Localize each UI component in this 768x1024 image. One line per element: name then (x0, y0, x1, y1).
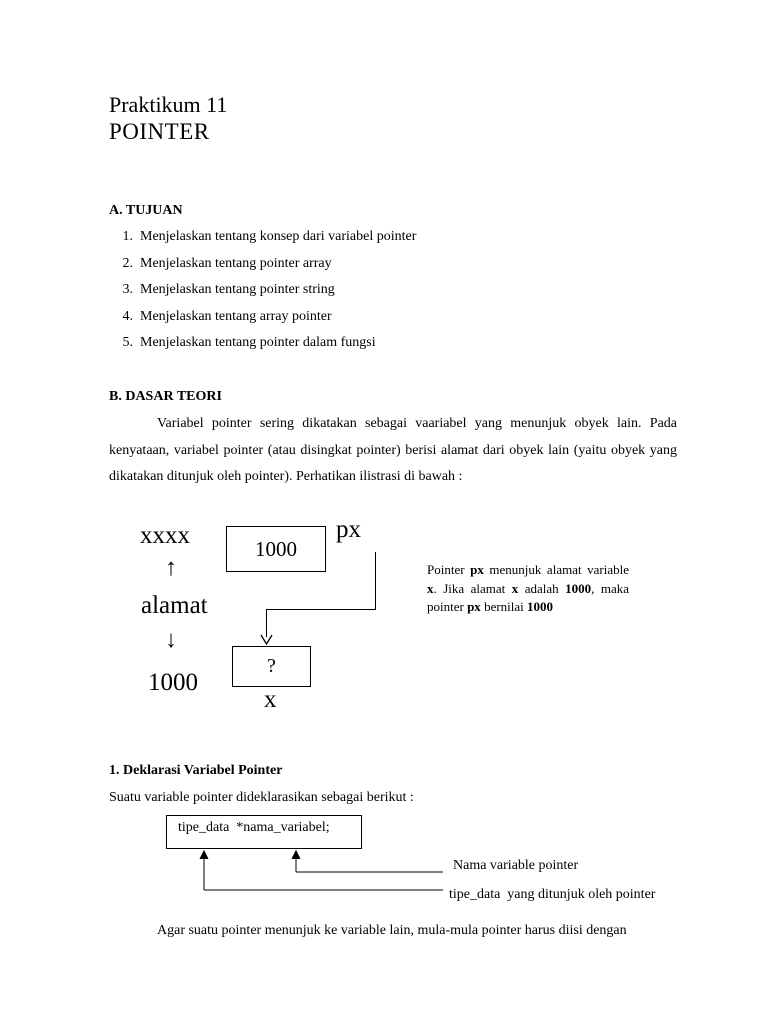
tujuan-list (109, 229, 416, 362)
list-item-text: Menjelaskan tentang pointer dalam fungsi (140, 335, 376, 351)
arrowhead-icon (260, 634, 273, 646)
note-bold: x (427, 580, 434, 596)
note-text: menunjuk alamat variable (483, 562, 629, 577)
list-item (109, 335, 416, 362)
list-item (109, 309, 416, 336)
list-item-number: 3. (122, 282, 133, 298)
list-item-number: 1. (122, 229, 133, 244)
deklarasi-intro: Suatu variable pointer dideklarasikan sebagai berikut : (109, 790, 414, 805)
note-text: bernilai (480, 599, 528, 614)
list-item-text: Menjelaskan tentang pointer array (140, 255, 332, 271)
label-tipe-data: tipe_data yang ditunjuk oleh pointer (449, 887, 656, 902)
diagram-label-alamat: alamat (141, 592, 208, 619)
title-line1: Praktikum 11 (109, 92, 228, 117)
title-line2: POINTER (109, 119, 210, 144)
annotation-arrows (198, 848, 448, 894)
section-heading-dasar-teori: B. DASAR TEORI (109, 389, 222, 404)
note-text: . Jika alamat (433, 580, 512, 596)
connector-line (266, 609, 376, 610)
note-bold: px (467, 599, 481, 614)
list-item-text: Menjelaskan tentang array pointer (140, 308, 332, 324)
list-item-text: Menjelaskan tentang pointer string (140, 282, 335, 298)
arrow-down-icon: ↓ (165, 627, 177, 653)
list-item (109, 229, 416, 256)
note-text: adalah (518, 580, 566, 596)
list-item (109, 282, 416, 309)
subsection-heading-deklarasi: 1. Deklarasi Variabel Pointer (109, 763, 283, 778)
note-bold: 1000 (565, 580, 592, 596)
arrow-up-icon: ↑ (165, 555, 177, 581)
list-item-text: Menjelaskan tentang konsep dari variabel pointer (140, 229, 417, 244)
note-bold: x (511, 580, 519, 596)
code-declaration: tipe_data *nama_variabel; (178, 820, 330, 835)
variable-x-value: ? (267, 655, 276, 677)
pointer-px-value: 1000 (255, 536, 297, 561)
dasar-teori-paragraph: Variabel pointer sering dikatakan sebagai vaariabel yang menunjuk obyek lain. Pada kenyataan, variabel pointer (atau disingkat pointer) berisi alamat dari obyek lain (yaitu obyek yang dikatakan ditunjuk oleh pointer). Perhatikan ilistrasi di bawah : (109, 416, 677, 484)
note-text: Pointer (427, 562, 471, 577)
connector-line (266, 609, 267, 637)
pointer-px-box (226, 526, 326, 572)
label-nama-variable: Nama variable pointer (453, 858, 579, 873)
code-box (166, 815, 362, 849)
list-item-number: 4. (122, 308, 133, 324)
note-bold: px (470, 562, 484, 577)
variable-x-box (232, 646, 311, 687)
diagram-label-address: 1000 (148, 669, 198, 696)
diagram-label-x: x (264, 686, 277, 713)
note-bold: 1000 (527, 599, 554, 614)
list-item (109, 256, 416, 283)
list-item-number: 2. (122, 255, 133, 271)
last-line-text: Agar suatu pointer menunjuk ke variable lain, mula-mula pointer harus diisi dengan (157, 923, 627, 938)
diagram-note (427, 561, 629, 617)
diagram-label-px: px (336, 516, 361, 543)
list-item-number: 5. (122, 335, 133, 351)
note-text: , maka pointer (427, 580, 630, 614)
section-heading-tujuan: A. TUJUAN (109, 203, 183, 218)
connector-line (375, 552, 376, 609)
diagram-label-xxxx: xxxx (140, 522, 190, 549)
